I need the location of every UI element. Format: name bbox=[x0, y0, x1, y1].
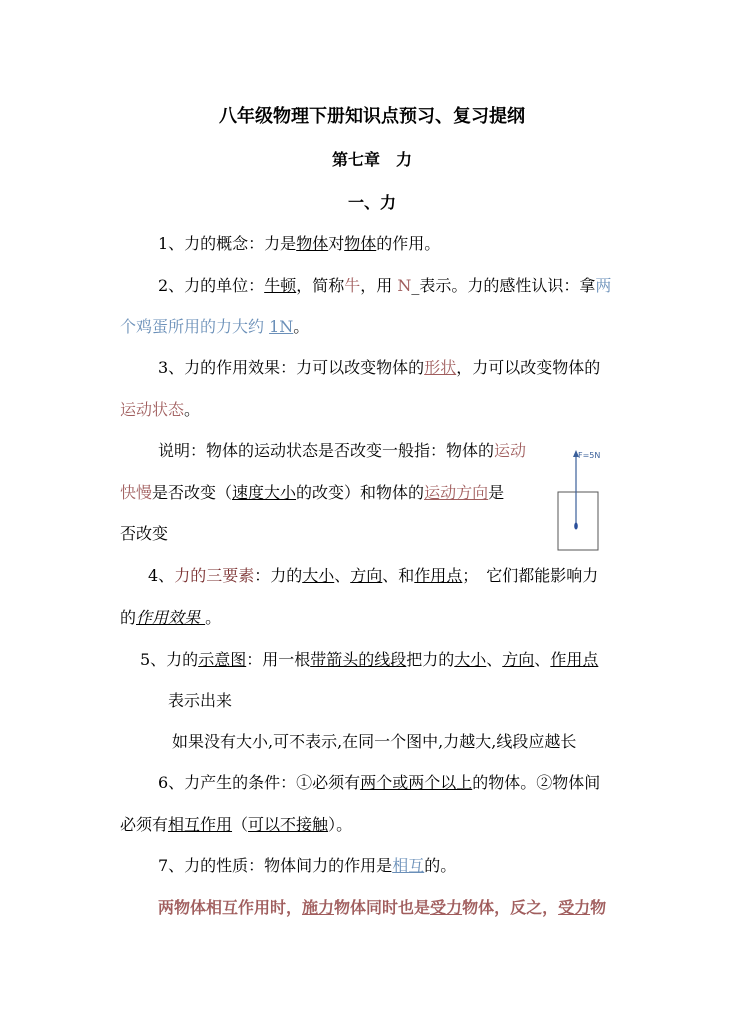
item-5-cont: 表示出来 bbox=[168, 691, 233, 710]
chapter-heading: 第七章 力 bbox=[331, 150, 412, 169]
text: ：用一根 bbox=[246, 650, 311, 669]
text: （ bbox=[232, 815, 249, 834]
force-diagram bbox=[556, 448, 604, 552]
text: 物体 bbox=[344, 234, 377, 253]
text: 作用点 bbox=[414, 566, 463, 585]
text: 力的三要素 bbox=[174, 566, 255, 585]
item-3-cont bbox=[120, 400, 200, 420]
text: 相互作用 bbox=[168, 815, 233, 834]
item-7-cont bbox=[158, 898, 606, 918]
text: 、 bbox=[334, 566, 351, 585]
text: 的改变）和物体的 bbox=[296, 483, 425, 502]
text: 大小 bbox=[454, 650, 487, 669]
text: 4、 bbox=[148, 566, 175, 585]
text: ，用 bbox=[360, 276, 398, 295]
item-2 bbox=[158, 276, 611, 296]
note-line-2 bbox=[120, 483, 504, 503]
force-label: F=5N bbox=[578, 451, 601, 460]
text: 。 bbox=[184, 400, 201, 419]
text: 是否改变（ bbox=[152, 483, 233, 502]
text: 的 bbox=[120, 608, 137, 627]
text: _表示。力的感性认识：拿 bbox=[411, 276, 596, 295]
text: 相互 bbox=[392, 856, 425, 875]
text: 。 bbox=[293, 317, 310, 336]
text: 两个或两个以上 bbox=[360, 773, 473, 792]
text: 6、力产生的条件：①必须有 bbox=[158, 773, 361, 792]
text: 对 bbox=[328, 234, 345, 253]
text: 是 bbox=[488, 483, 505, 502]
text: 7、力的性质：物体间力的作用是 bbox=[158, 856, 393, 875]
text: 示意图 bbox=[198, 650, 247, 669]
text: 运动 bbox=[494, 441, 527, 460]
item-3 bbox=[158, 358, 600, 378]
text: 运动状态 bbox=[120, 400, 185, 419]
text: 、 bbox=[486, 650, 503, 669]
document-title: 八年级物理下册知识点预习、复习提纲 bbox=[219, 106, 525, 127]
text: 方向 bbox=[502, 650, 535, 669]
item-1 bbox=[158, 234, 440, 254]
block-rect bbox=[558, 492, 598, 550]
text: 2、力的单位： bbox=[158, 276, 265, 295]
item-6 bbox=[158, 773, 600, 793]
text: 快慢 bbox=[120, 483, 153, 502]
text: 带箭头的线段 bbox=[310, 650, 407, 669]
section-heading: 一、力 bbox=[347, 193, 396, 212]
text: 受力 bbox=[430, 898, 463, 917]
text: 。 bbox=[205, 608, 222, 627]
action-point bbox=[574, 523, 578, 530]
text: 形状 bbox=[424, 358, 457, 377]
item-5 bbox=[140, 650, 598, 670]
text: 物体 bbox=[296, 234, 329, 253]
text: 牛 bbox=[344, 276, 361, 295]
text: 、 bbox=[534, 650, 551, 669]
text: 把力的 bbox=[406, 650, 455, 669]
text: 可以不接触 bbox=[248, 815, 329, 834]
text: 个鸡蛋所用的力大约 bbox=[120, 317, 270, 336]
text: 施力 bbox=[302, 898, 335, 917]
text: 的作用。 bbox=[376, 234, 441, 253]
text: 物 bbox=[590, 898, 607, 917]
text: 方向 bbox=[350, 566, 383, 585]
text: 的。 bbox=[424, 856, 457, 875]
text: ，简称 bbox=[296, 276, 345, 295]
item-6-cont bbox=[120, 815, 352, 835]
text: 、和 bbox=[382, 566, 415, 585]
note-line-1 bbox=[158, 441, 526, 461]
item-2-cont bbox=[120, 317, 309, 337]
text: 牛顿 bbox=[264, 276, 297, 295]
text: 两物体相互作用时， bbox=[158, 898, 303, 917]
note-line-3: 否改变 bbox=[120, 524, 169, 543]
item-7 bbox=[158, 856, 456, 876]
text: 受力 bbox=[558, 898, 591, 917]
text: 5、力的 bbox=[140, 650, 199, 669]
text: 3、力的作用效果：力可以改变物体的 bbox=[158, 358, 425, 377]
text: 必须有 bbox=[120, 815, 169, 834]
text: ； 它们都能影响力 bbox=[462, 566, 599, 585]
text: 说明：物体的运动状态是否改变一般指：物体的 bbox=[158, 441, 495, 460]
item-4-cont bbox=[120, 608, 221, 628]
text: 1、力的概念：力是 bbox=[158, 234, 297, 253]
text: ：力的 bbox=[254, 566, 303, 585]
text: 物体同时也是 bbox=[334, 898, 431, 917]
text: 大小 bbox=[302, 566, 335, 585]
text: ）。 bbox=[328, 815, 353, 834]
text: 作用点 bbox=[550, 650, 599, 669]
text: 两 bbox=[595, 276, 612, 295]
text: N bbox=[397, 276, 412, 295]
text: 的物体。②物体间 bbox=[472, 773, 601, 792]
text: 速度大小 bbox=[232, 483, 297, 502]
text: ，力可以改变物体的 bbox=[456, 358, 601, 377]
item-5-note: 如果没有大小,可不表示,在同一个图中,力越大,线段应越长 bbox=[172, 732, 577, 751]
text: 1N bbox=[269, 317, 294, 336]
text: 物体，反之， bbox=[462, 898, 559, 917]
text: 运动方向 bbox=[424, 483, 489, 502]
item-4 bbox=[148, 566, 598, 586]
text: 作用效果 bbox=[136, 608, 206, 627]
